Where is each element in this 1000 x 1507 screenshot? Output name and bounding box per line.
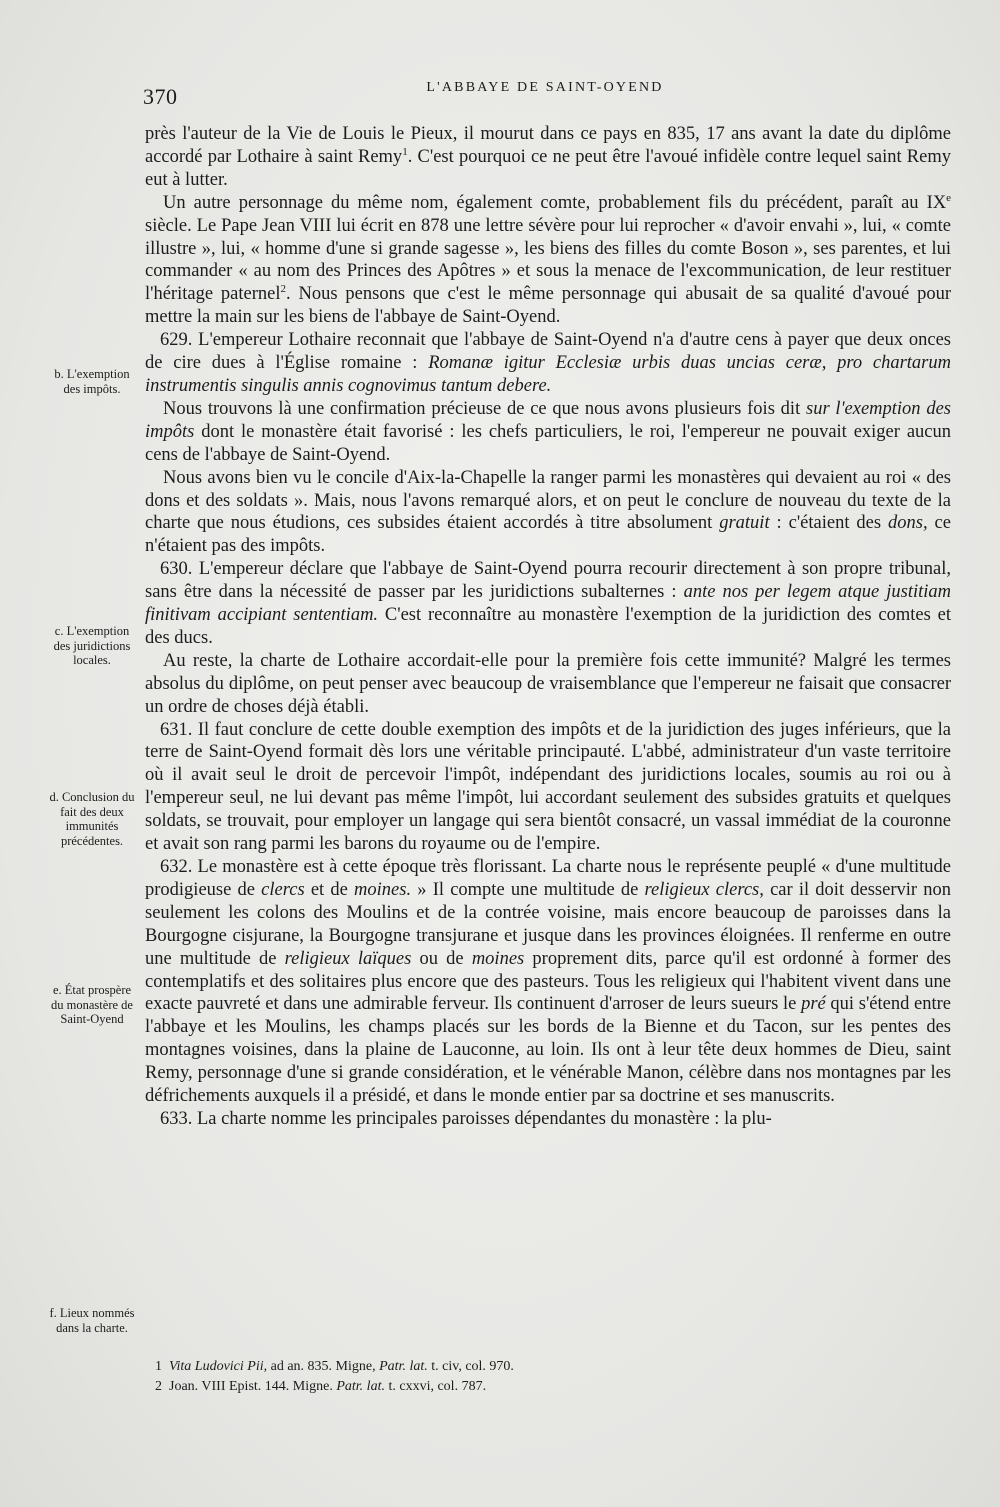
paragraph-second-count: Un autre personnage du même nom, également comte, probablement fils du précédent, paraît au IXe siècle. Le Pape Jean VIII lui écrit en 878 une lettre sévère pour lui reprocher « d'avoir envahi », lui, « comte illustre », lui, « homme d'une si grande sagesse », les biens des filles du comte Boson », ses parentes, et lui commander « au nom des Princes des Apôtres » et sous la menace de l'excommunication, de leur restituer l'héritage paternel$^2$. Nous pensons que c'est le même personnage qui abusait de sa qualité d'avoué pour mettre la main sur les biens de l'abbaye de Saint-Oyend. <box>145 191 951 328</box>
latin-quote-629: Romanæ igitur Ecclesiæ urbis duas uncias ceræ, pro chartarum instrumentis singulis annis cognovimus tantum debere. <box>145 353 951 396</box>
paragraph-630-immunity: Au reste, la charte de Lothaire accordait-elle pour la première fois cette immunité? Malgré les termes absolus du diplôme, on peut penser avec beaucoup de vraisemblance que l'empereur ne faisait que consacrer un ordre de choses déjà établi. <box>145 650 951 717</box>
section-632: 632. Le monastère est à cette époque très florissant. La charte nous le représente peuplé « d'une multitude prodigieuse de clercs et de moines. » Il compte une multitude de religieux clercs, car il doit desservir non seulement les colons des Moulins et de la contrée voisine, mais encore beaucoup de paroisses dans la Bourgogne cisjurane, la Bourgogne transjurane et jusque dans les provinces éloignées. Il renferme en outre une multitude de religieux laïques ou de moines proprement dits, parce qu'il est ordonné à former des contemplatifs et des solitaires plus encore que des pasteurs. Tous les religieux qui l'habitent vivent dans une exacte pauvreté et dans une admirable ferveur. Ils continuent d'arroser de leurs sueurs le pré qui s'étend entre l'abbaye et les Moulins, les champs placés sur les bords de la Bienne et du Tacon, sur les pentes des montagnes voisines, dans la plaine de Lauconne, au loin. Ils ont à leur tête deux hommes de Dieu, saint Remy, personnage d'une si grande considération, et le vénérable Manon, célèbre dans nos montagnes par les défrichements auxquels il a présidé, et dans le monde entier par sa doctrine et ses manuscrits. <box>145 857 952 1107</box>
footnote-1: 1 Vita Ludovici Pii, ad an. 835. Migne, Patr. lat. t. civ, col. 970. <box>155 1359 514 1374</box>
section-630: 630. L'empereur déclare que l'abbaye de Saint-Oyend pourra recourir directement à son propre tribunal, sans être dans la nécessité de passer par les juridictions subalternes : ante nos per legem atque justitiam finitivam accipiant sententiam. C'est reconnaître au monastère l'exemption de la juridiction des comtes et des ducs. <box>145 559 952 648</box>
footnotes <box>155 1357 935 1397</box>
page-number: 370 <box>143 84 178 109</box>
section-631: 631. Il faut conclure de cette double exemption des impôts et de la juridiction des juges inférieurs, que la terre de Saint-Oyend formait dès lors une véritable principauté. L'abbé, administrateur d'un vaste territoire où il avait seul le droit de percevoir l'impôt, indépendant des juridictions locales, soumis au roi ou à l'empereur seul, ne lui devant pas même l'impôt, lui accordant seulement des subsides gratuits et quelques soldats, se trouvait, pour employer un langage qui sera bientôt consacré, un vassal immédiat de la couronne et avait son rang parmi les barons du royaume ou de l'empire. <box>145 719 951 855</box>
footnote-ref-1: 1 <box>402 145 408 158</box>
margin-note-b: b. L'exemption des impôts. <box>54 367 130 396</box>
section-633: 633. La charte nomme les principales paroisses dépendantes du monastère : la plu- <box>160 1108 772 1129</box>
margin-note-f: f. Lieux nommés dans la charte. <box>49 1306 135 1335</box>
paragraph-629-council: Nous avons bien vu le concile d'Aix-la-Chapelle la ranger parmi les monastères qui devaient au roi « des dons et des soldats ». Mais, nous l'avons remarqué alors, et on peut le conclure de nouveau du texte de la charte que nous étudions, ces subsides étaient accordés à titre absolument gratuit : c'étaient des dons, ce n'étaient pas des impôts. <box>145 467 951 557</box>
margin-note-d: d. Conclusion du fait des deux immunités précédentes. <box>49 790 135 848</box>
latin-quote-630: ante nos per legem atque justitiam finitivam accipiant sententiam. <box>145 582 951 626</box>
footnote-2: 2 Joan. VIII Epist. 144. Migne. Patr. lat. t. cxxvi, col. 787. <box>155 1379 487 1394</box>
section-629: 629. L'empereur Lothaire reconnait que l'abbaye de Saint-Oyend n'a d'autre cens à payer que deux onces de cire dues à l'Église romaine : Romanæ igitur Ecclesiæ urbis duas uncias ceræ, pro chartarum instrumentis singulis annis cognovimus tantum debere. <box>145 330 951 396</box>
paragraph-continuation: près l'auteur de la Vie de Louis le Pieux, il mourut dans ce pays en 835, 17 ans avant la date du diplôme accordé par Lothaire à saint Remy$^1$. C'est pourquoi ce ne peut être l'avoué infidèle contre lequel saint Remy eut à lutter. <box>145 124 952 190</box>
margin-note-e: e. État prospère du monastère de Saint-Oyend <box>51 983 133 1027</box>
margin-note-c: c. L'exemption des juridictions locales. <box>53 624 131 668</box>
paragraph-629-confirmation: Nous trouvons là une confirmation précieuse de ce que nous avons plusieurs fois dit sur l'exemption des impôts dont le monastère était favorisé : les chefs particuliers, le roi, l'empereur ne pouvait exiger aucun cens de l'abbaye de Saint-Oyend. <box>145 398 951 465</box>
running-title: L'ABBAYE DE SAINT-OYEND <box>426 80 664 95</box>
main-text <box>145 123 951 1131</box>
footnote-ref-2: 2 <box>280 283 286 296</box>
